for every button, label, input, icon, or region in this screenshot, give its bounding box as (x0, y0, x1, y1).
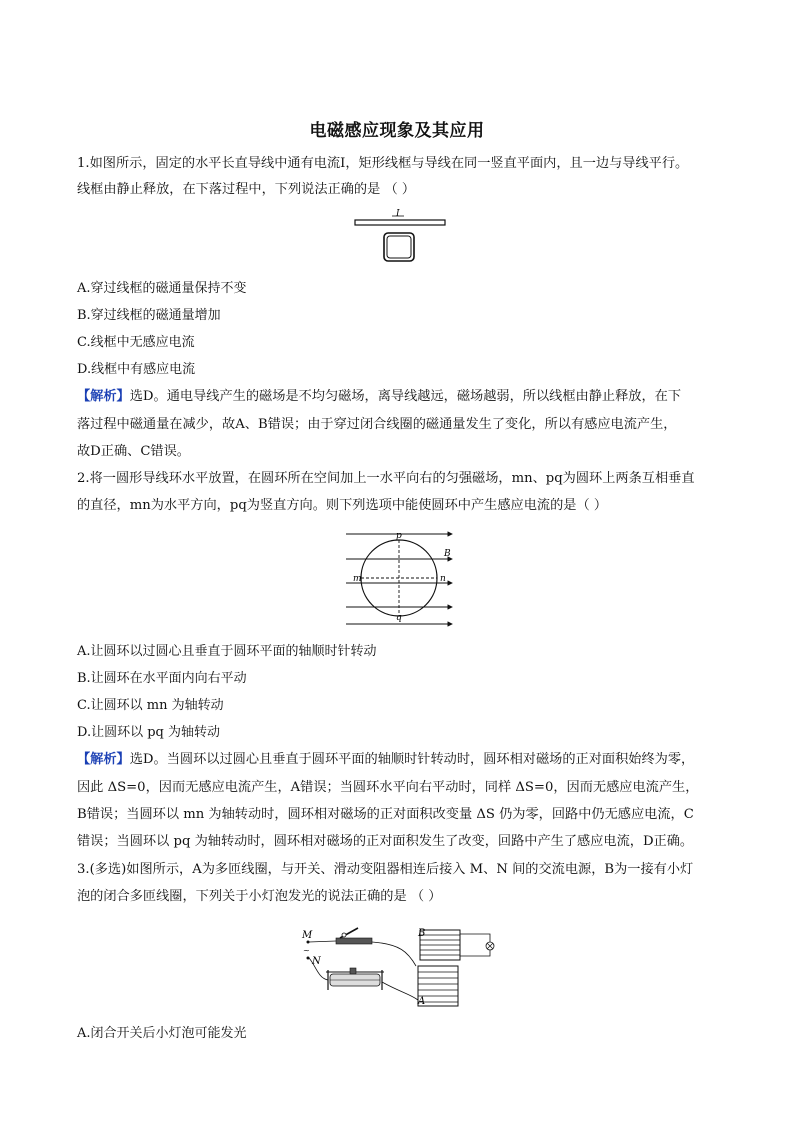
q1-option-c: C.线框中无感应电流 (77, 335, 195, 350)
q2-option-b: B.让圆环在水平面内向右平动 (77, 671, 247, 686)
q1-label-current: I (396, 209, 400, 219)
q1-figure-wire-and-frame (350, 208, 450, 266)
q2-analysis-line-2: 因此 ΔS=0，因而无感应电流产生，A错误；当圆环水平向右平动时，同样 ΔS=0，因而无感应电流产生， (77, 780, 699, 795)
q1-number: 1. (77, 156, 90, 171)
q2-label-p: p (396, 531, 402, 541)
q3-label-m: M (302, 930, 313, 941)
q3-switch (336, 928, 372, 944)
q1-analysis-line-3: 故D正确、C错误。 (77, 444, 190, 459)
q2-option-a: A.让圆环以过圆心且垂直于圆环平面的轴顺时针转动 (77, 644, 377, 659)
page-title: 电磁感应现象及其应用 (309, 121, 485, 141)
q3-label-a: A (418, 996, 426, 1007)
q3-sliding-rheostat (326, 968, 384, 990)
q3-stem-line-1: 3.(多选)如图所示，A为多匝线圈，与开关、滑动变阻器相连后接入 M、N 间的交流电源，B为一接有小灯 (77, 862, 694, 877)
q1-rectangular-frame (384, 233, 414, 261)
q3-stem-line-2: 泡的闭合多匝线圈，下列关于小灯泡发光的说法正确的是 （ ） (77, 889, 442, 904)
q3-figure-transformer-circuit (300, 922, 500, 1012)
q3-ac-symbol: ~ (303, 946, 310, 955)
q3-label-n: N (312, 956, 321, 967)
q2-label-n: n (440, 574, 446, 584)
q2-label-b: B (444, 549, 451, 559)
q1-option-b: B.穿过线框的磁通量增加 (77, 308, 221, 323)
q2-number: 2. (77, 471, 90, 486)
q1-stem-line-2: 线框由静止释放，在下落过程中，下列说法正确的是 （ ） (77, 182, 416, 197)
q1-analysis-line-1: 【解析】选D。通电导线产生的磁场是不均匀磁场，离导线越远，磁场越弱，所以线框由静止释放，在下 (77, 389, 682, 404)
q2-analysis-line-1: 【解析】选D。当圆环以过圆心且垂直于圆环平面的轴顺时针转动时，圆环相对磁场的正对面积始终为零， (77, 752, 695, 767)
q2-option-c: C.让圆环以 mn 为轴转动 (77, 698, 224, 713)
q3-option-a: A.闭合开关后小灯泡可能发光 (77, 1026, 247, 1041)
analysis-tag: 【解析】 (77, 389, 130, 404)
q2-label-q: q (396, 613, 402, 623)
q2-option-d: D.让圆环以 pq 为轴转动 (77, 725, 221, 740)
q3-number: 3. (77, 862, 90, 877)
q3-label-b: B (418, 928, 426, 939)
q2-stem-line-1: 2.将一圆形导线环水平放置，在圆环所在空间加上一水平向右的匀强磁场，mn、pq为圆环上两条互相垂直 (77, 471, 695, 486)
q1-straight-wire (355, 220, 445, 225)
q2-stem-line-2: 的直径，mn为水平方向，pq为竖直方向。则下列选项中能使圆环中产生感应电流的是（ ） (77, 498, 608, 513)
q2-label-m: m (353, 574, 362, 584)
analysis-tag: 【解析】 (77, 752, 130, 767)
q1-stem-line-1: 1.如图所示，固定的水平长直导线中通有电流I，矩形线框与导线在同一竖直平面内，且一边与导线平行。 (77, 156, 689, 171)
q2-figure-ring-in-field (340, 526, 460, 630)
q3-lamp-icon (486, 942, 494, 950)
q2-analysis-line-4: 错误；当圆环以 pq 为轴转动时，圆环相对磁场的正对面积发生了改变，回路中产生了感应电流，D正确。 (77, 834, 694, 849)
q1-option-d: D.线框中有感应电流 (77, 362, 196, 377)
q3-coil-b (420, 930, 460, 960)
q1-option-a: A.穿过线框的磁通量保持不变 (77, 281, 247, 296)
q1-analysis-line-2: 落过程中磁通量在减少，故A、B错误；由于穿过闭合线圈的磁通量发生了变化，所以有感应电流产生， (77, 417, 677, 432)
q2-analysis-line-3: B错误；当圆环以 mn 为轴转动时，圆环相对磁场的正对面积改变量 ΔS 仍为零，回路中仍无感应电流，C (77, 807, 694, 822)
